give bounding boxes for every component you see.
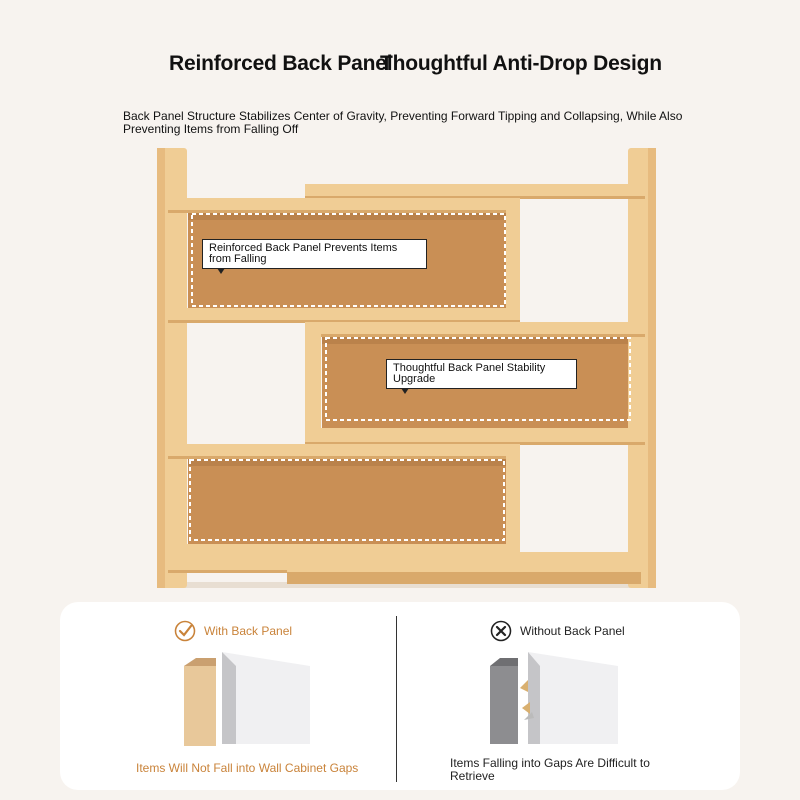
with-back-panel-illustration xyxy=(180,652,330,752)
comparison-divider xyxy=(396,616,397,782)
shelf-third-left xyxy=(168,444,520,458)
comparison-card xyxy=(60,602,740,790)
title-anti-drop-design: Thoughtful Anti-Drop Design xyxy=(380,52,662,75)
without-back-panel-heading xyxy=(490,620,625,642)
with-back-panel-caption: Items Will Not Fall into Wall Cabinet Gaps xyxy=(136,761,359,775)
shelf-top-left xyxy=(168,198,520,212)
back-panel-bottom xyxy=(188,458,506,544)
with-back-panel-label: With Back Panel xyxy=(204,624,293,638)
shelf-third-right xyxy=(305,428,645,444)
callout-reinforced-back-panel: Reinforced Back Panel Prevents Items from Falling xyxy=(202,239,427,269)
title-reinforced-back-panel: Reinforced Back Panel xyxy=(169,52,393,75)
without-back-panel-label: Without Back Panel xyxy=(520,624,625,638)
without-back-panel-illustration xyxy=(488,652,638,752)
x-circle-icon xyxy=(490,620,512,642)
callout-stability-upgrade: Thoughtful Back Panel Stability Upgrade xyxy=(386,359,577,389)
shelf-top-right xyxy=(305,184,645,198)
subtitle: Back Panel Structure Stabilizes Center of Gravity, Preventing Forward Tipping and Collapsing, While Also Preventing Items from Falling Off xyxy=(123,109,683,136)
check-circle-icon xyxy=(174,620,196,642)
shelf-second-right xyxy=(305,322,645,336)
without-back-panel-caption: Items Falling into Gaps Are Difficult to Retrieve xyxy=(450,756,650,783)
with-back-panel-heading xyxy=(174,620,292,642)
shelf-second-left xyxy=(168,308,520,322)
